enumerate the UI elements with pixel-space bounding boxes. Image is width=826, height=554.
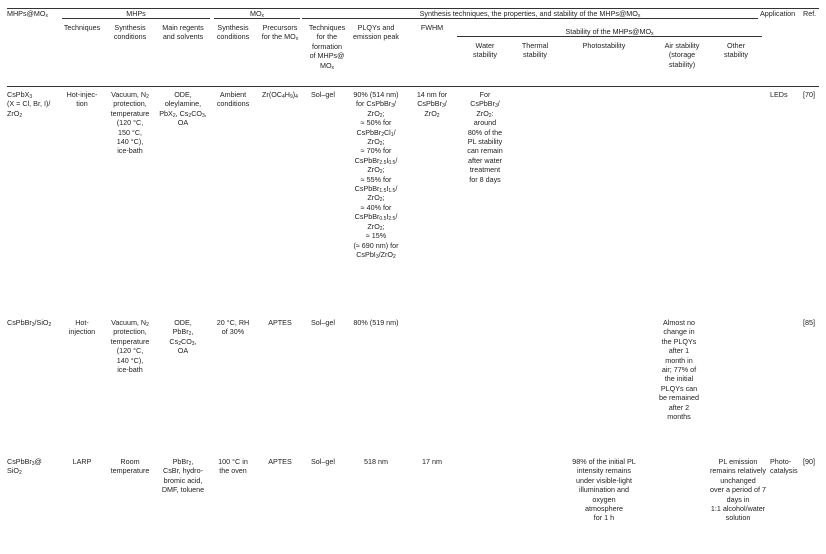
cell-fwhm: 14 nm for CsPbBr$_3$/ ZrO$_2$: [416, 90, 448, 119]
cell-regents: PbBr$_2$, CsBr, hydro- bromic acid, DMF, toluene: [161, 457, 205, 495]
header-mox-group: $MO_x$: [249, 9, 265, 19]
cell-regents: ODE, oleylamine, PbX$_2$, $Cs_2CO_3$, OA: [159, 90, 207, 128]
cell-formation: Sol–gel: [311, 90, 335, 99]
header-plqys: PLQYs and emission peak: [353, 23, 399, 42]
header-fwhm: FWHM: [420, 23, 444, 32]
cell-conditions: Vacuum, $N_2$ protection, temperature (120 °C, 150 °C, 140 °C), ice-bath: [110, 90, 150, 156]
cell-precursor: APTES: [268, 318, 292, 327]
cell-application: LEDs: [770, 90, 788, 99]
cell-ref: [85]: [803, 318, 815, 327]
header-bottom-rule: [7, 86, 819, 87]
cell-other: PL emission remains relatively unchanged over a period of 7 days in 1:1 alcohol/water solution: [710, 457, 766, 523]
cell-material: CsPbX$_3$ (X = Cl, Br, I)/ ZrO$_2$: [7, 90, 51, 119]
header-mhps-mox: $MHPs@MO_x$: [7, 9, 48, 19]
header-mhps-regents: Main regents and solvents: [162, 23, 204, 42]
cell-formation: Sol–gel: [311, 457, 335, 466]
header-photo: Photostability: [582, 41, 626, 50]
header-techniques-formation: Techniques for the formation of MHPs@ $MO_x$: [308, 23, 346, 71]
header-ref: Ref.: [803, 9, 817, 18]
cell-ref: [70]: [803, 90, 815, 99]
header-mox-conditions: Synthesis conditions: [216, 23, 250, 42]
cell-precursor: APTES: [268, 457, 292, 466]
cell-material: CsPbBr$_3$@ SiO$_2$: [7, 457, 42, 477]
cell-water: For CsPbBr$_3$/ ZrO$_2$: around 80% of the PL stability can remain after water treatment for 8 days: [467, 90, 503, 184]
cell-precursor: $Zr(OC_4H_9)_4$: [262, 90, 298, 100]
header-mhps-conditions: Synthesis conditions: [113, 23, 147, 42]
cell-regents: ODE, PbBr$_2$, $Cs_2CO_3$, OA: [169, 318, 197, 356]
cell-conditions: Room temperature: [110, 457, 150, 476]
header-stability-group: Stability of the $MHPs@MO_x$: [565, 27, 654, 37]
cell-mox-conditions: 20 °C, RH of 30%: [216, 318, 250, 337]
cell-plqy: 80% (519 nm): [353, 318, 399, 327]
header-mhps-group: MHPs: [126, 9, 146, 18]
header-mox-precursors: Precursors for the $MO_x$: [261, 23, 299, 43]
cell-conditions: Vacuum, $N_2$ protection, temperature (120 °C, 140 °C), ice-bath: [110, 318, 150, 375]
header-synthesis-group: Synthesis techniques, the properties, and stability of the $MHPs@MO_x$: [419, 9, 641, 19]
cell-air: Almost no change in the PLQYs after 1 month in air; 77% of the initial PLQYs can be remained after 2 months: [659, 318, 699, 422]
cell-fwhm: 17 nm: [422, 457, 442, 466]
header-mhps-techniques: Techniques: [63, 23, 101, 32]
cell-mox-conditions: Ambient conditions: [216, 90, 250, 109]
cell-photo: 98% of the initial PL intensity remains under visible-light illumination and oxygen atmosphere for 1 h: [572, 457, 636, 523]
cell-ref: [90]: [803, 457, 815, 466]
header-thermal: Thermal stability: [521, 41, 549, 60]
cell-technique: Hot- injection: [68, 318, 96, 337]
header-air: Air stability (storage stability): [664, 41, 700, 69]
cell-application: Photo- catalysis: [770, 457, 798, 476]
cell-technique: Hot-injec- tion: [66, 90, 98, 109]
header-water: Water stability: [473, 41, 497, 60]
cell-plqy: 518 nm: [364, 457, 388, 466]
cell-mox-conditions: 100 °C in the oven: [218, 457, 248, 476]
header-application: Application: [760, 9, 796, 18]
cell-plqy: 90% (514 nm) for CsPbBr$_3$/ ZrO$_2$; ≈ 50% for $CsPbBr_2Cl_1/$ ZrO$_2$; ≈ 70% for $CsPbBr_{2.5}I_{0.5}/$ ZrO$_2$; ≈ 55% for $CsPbBr_{1.5}I_{1.5}/$ ZrO$_2$; ≈ 40% for $CsPbBr_{0.5}I_{2.5}/$ ZrO$_2$; ≈ 15% (≈ 690 nm) for CsPbI$_3$/ZrO$_2$: [353, 90, 399, 260]
header-other: Other stability: [724, 41, 748, 60]
cell-material: CsPbBr$_3$/SiO$_2$: [7, 318, 52, 328]
cell-technique: LARP: [72, 457, 92, 466]
cell-formation: Sol–gel: [311, 318, 335, 327]
